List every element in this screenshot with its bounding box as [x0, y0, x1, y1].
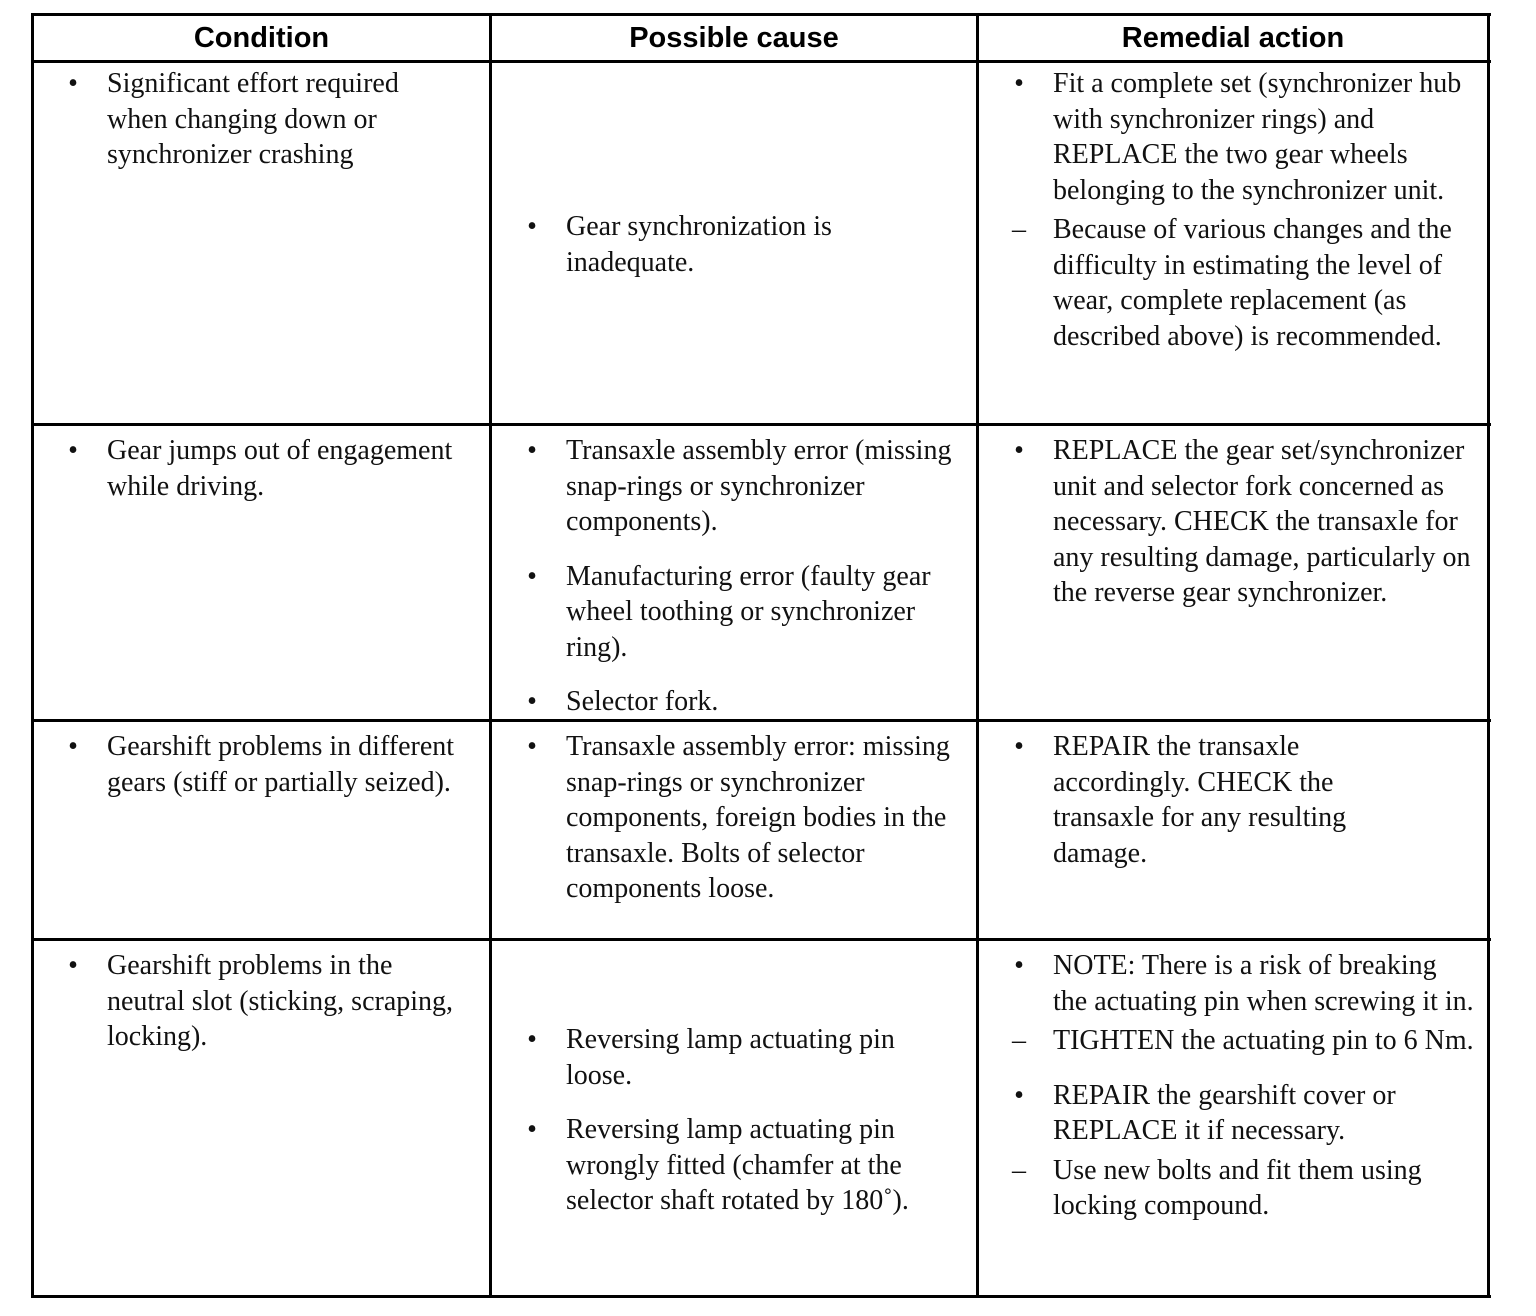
bullet-marker: •	[1014, 435, 1024, 466]
list-item	[63, 729, 463, 800]
bullet-marker: •	[1014, 68, 1024, 99]
bullet-marker: •	[1014, 950, 1024, 981]
bullet-marker: •	[527, 435, 537, 466]
list-item	[1009, 1078, 1477, 1149]
item-text: Selector fork.	[566, 686, 719, 717]
list-item	[63, 948, 463, 1055]
header-condition: Condition	[193, 21, 330, 54]
list-item	[522, 559, 962, 666]
row-1-action	[1009, 66, 1477, 354]
row-1-condition	[63, 66, 463, 173]
list-item	[1009, 948, 1477, 1019]
bullet-marker: •	[1014, 1079, 1024, 1111]
list-item	[522, 729, 962, 907]
bullet-marker: •	[68, 68, 78, 99]
bullet-marker: •	[527, 1114, 537, 1145]
bullet-marker: •	[68, 950, 78, 981]
item-text: Reversing lamp actuating pin loose.	[566, 1024, 895, 1091]
item-text: Significant effort required when changing down or synchronizer crashing	[107, 68, 399, 170]
list-item	[1009, 1023, 1477, 1059]
bullet-marker: •	[527, 560, 537, 592]
table-border-left	[31, 13, 34, 1298]
item-text: TIGHTEN the actuating pin to 6 Nm.	[1053, 1025, 1474, 1056]
row-divider-3	[31, 938, 1491, 941]
dash-marker: –	[1012, 1025, 1026, 1056]
header-remedial-action: Remedial action	[1121, 21, 1345, 54]
list-item	[1009, 1153, 1477, 1224]
item-text: Fit a complete set (synchronizer hub with synchronizer rings) and REPLACE the two gear wheels belonging to the synchronizer unit.	[1053, 68, 1462, 206]
item-text: Transaxle assembly error: missing snap-rings or synchronizer components, foreign bodies in the transaxle. Bolts of selector components loose.	[566, 731, 950, 904]
table-border-right	[1487, 13, 1490, 1298]
item-text: Use new bolts and fit them using locking compound.	[1053, 1154, 1422, 1221]
list-item	[1009, 433, 1477, 611]
item-text: Transaxle assembly error (missing snap-rings or synchronizer components).	[566, 435, 952, 537]
list-item	[522, 1112, 962, 1219]
list-item	[63, 433, 463, 504]
bullet-marker: •	[527, 211, 537, 242]
item-text: Gear jumps out of engagement while driving.	[107, 435, 453, 502]
item-text: Manufacturing error (faulty gear wheel toothing or synchronizer ring).	[566, 560, 931, 663]
table-border-bottom	[31, 1295, 1491, 1298]
list-item	[522, 1022, 962, 1093]
bullet-marker: •	[527, 731, 537, 762]
row-divider-1	[31, 423, 1491, 426]
item-text: REPAIR the gearshift cover or REPLACE it if necessary.	[1053, 1079, 1396, 1146]
row-3-cause	[522, 729, 962, 907]
item-text: Reversing lamp actuating pin wrongly fitted (chamfer at the selector shaft rotated by 180˚).	[566, 1114, 909, 1216]
row-4-action	[1009, 948, 1477, 1224]
bullet-marker: •	[527, 1024, 537, 1055]
bullet-marker: •	[68, 731, 78, 762]
item-text: Gear synchronization is inadequate.	[566, 211, 832, 278]
item-text: Because of various changes and the difficulty in estimating the level of wear, complete replacement (as described above) is recommended.	[1053, 214, 1452, 352]
bullet-marker: •	[68, 435, 78, 466]
row-1-cause	[522, 209, 962, 280]
list-item	[522, 684, 962, 720]
dash-marker: –	[1012, 1154, 1026, 1186]
list-item	[1009, 729, 1399, 871]
item-text: REPAIR the transaxle accordingly. CHECK the transaxle for any resulting damage.	[1053, 731, 1347, 869]
row-2-action	[1009, 433, 1477, 611]
row-4-condition	[63, 948, 463, 1055]
list-item	[63, 66, 463, 173]
row-2-condition	[63, 433, 463, 504]
list-item	[522, 433, 962, 540]
list-item	[1009, 212, 1477, 354]
column-divider-2	[976, 13, 979, 1298]
item-text: Gearshift problems in different gears (stiff or partially seized).	[107, 731, 455, 798]
item-text: Gearshift problems in the neutral slot (sticking, scraping, locking).	[107, 950, 454, 1052]
list-item	[1009, 66, 1477, 208]
row-3-action	[1009, 729, 1399, 871]
header-possible-cause: Possible cause	[629, 21, 839, 54]
bullet-marker: •	[1014, 731, 1024, 762]
dash-marker: –	[1012, 214, 1026, 245]
list-item	[522, 209, 962, 280]
row-3-condition	[63, 729, 463, 800]
column-divider-1	[489, 13, 492, 1298]
item-text: REPLACE the gear set/synchronizer unit and selector fork concerned as necessary. CHECK the transaxle for any resulting damage, particularly on the reverse gear synchronizer.	[1053, 435, 1471, 608]
row-4-cause	[522, 1022, 962, 1219]
row-2-cause	[522, 433, 962, 720]
item-text: NOTE: There is a risk of breaking the actuating pin when screwing it in.	[1053, 950, 1474, 1017]
bullet-marker: •	[527, 686, 537, 717]
